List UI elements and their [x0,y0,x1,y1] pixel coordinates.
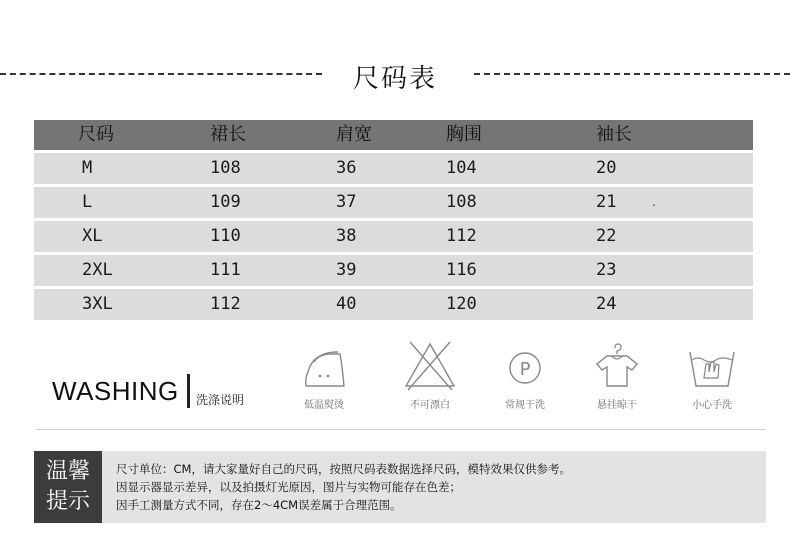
tip-line: 因显示器显示差异，以及拍摄灯光原因，图片与实物可能存在色差； [116,480,461,494]
table-row [34,289,753,320]
cell-bust: 112 [446,226,477,246]
washing-divider-bar [187,374,190,408]
title-dash-left [0,73,322,75]
cell-shoulder: 40 [336,294,357,314]
tips-text [116,460,571,514]
header-shoulder: 肩宽 [336,124,372,145]
cell-bust: 116 [446,260,477,280]
cell-size: L [82,192,93,212]
care-label: 低温熨烫 [304,400,344,411]
dry-clean-icon [495,338,555,394]
care-label: 常规干洗 [505,400,545,411]
stray-mark: . [652,195,656,209]
cell-bust: 120 [446,294,477,314]
tips-badge-line2: 提示 [45,489,90,514]
hang-dry-icon [587,338,647,394]
iron-low-temp-icon [294,338,354,394]
washing-title: WASHING [52,376,179,406]
cell-sleeve: 23 [596,260,617,280]
tips-panel [34,451,766,523]
cell-shoulder: 36 [336,158,357,178]
cell-size: 2XL [82,260,113,280]
table-row [34,153,753,184]
header-bust: 胸围 [446,124,482,145]
washing-subtitle: 洗涤说明 [196,393,245,407]
table-row [34,255,753,286]
care-item-hang-dry [577,338,657,411]
header-skirt-length: 裙长 [210,124,246,145]
cell-bust: 104 [446,158,477,178]
care-label: 小心手洗 [692,400,732,411]
cell-skirt-length: 112 [210,294,241,314]
header-size: 尺码 [78,124,114,145]
cell-shoulder: 37 [336,192,357,212]
cell-skirt-length: 108 [210,158,241,178]
no-bleach-icon [400,338,460,394]
tips-badge [34,451,102,523]
section-divider [36,429,766,430]
care-item-no-bleach [390,338,470,411]
cell-bust: 108 [446,192,477,212]
tip-line: 因手工测量方式不同，存在2～4CM误差属于合理范围。 [116,498,402,512]
size-table-header [34,120,753,150]
table-row [34,221,753,252]
cell-sleeve: 22 [596,226,617,246]
cell-skirt-length: 111 [210,260,241,280]
cell-size: XL [82,226,103,246]
dry-clean-symbol: P [519,359,531,380]
cell-sleeve: 20 [596,158,617,178]
size-table [34,120,753,323]
care-label: 悬挂晾干 [597,400,637,411]
cell-size: M [82,158,93,178]
tips-badge-line1: 温馨 [45,459,90,484]
cell-sleeve: 24 [596,294,617,314]
table-row [34,187,753,218]
page-title: 尺码表 [352,64,437,94]
cell-skirt-length: 110 [210,226,241,246]
hand-wash-icon [682,338,742,394]
header-sleeve: 袖长 [596,124,632,145]
care-item-hand-wash [672,338,752,411]
cell-size: 3XL [82,294,113,314]
care-item-dry-clean [485,338,565,411]
cell-shoulder: 39 [336,260,357,280]
cell-shoulder: 38 [336,226,357,246]
cell-skirt-length: 109 [210,192,241,212]
care-label: 不可漂白 [410,400,450,411]
care-item-iron [284,338,364,411]
title-dash-right [474,73,790,75]
cell-sleeve: 21 [596,192,617,212]
tip-line: 尺寸单位：CM，请大家量好自己的尺码，按照尺码表数据选择尺码，模特效果仅供参考。 [116,462,571,476]
